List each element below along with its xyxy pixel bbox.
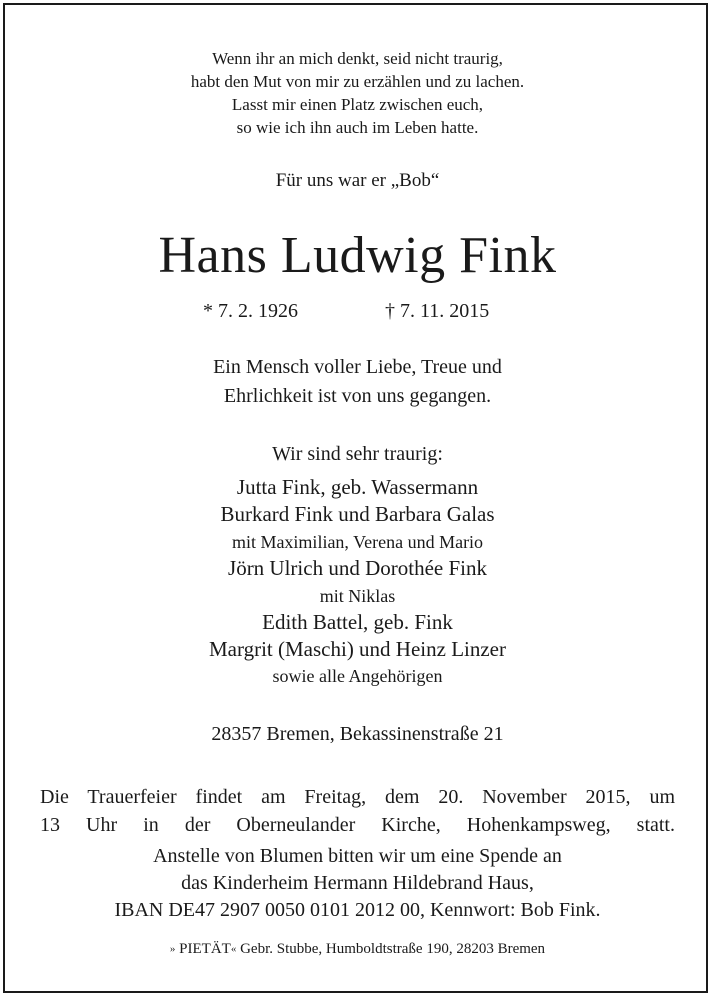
death-date: † 7. 11. 2015: [385, 300, 490, 322]
mourner-line: mit Maximilian, Verena und Mario: [231, 532, 484, 552]
service-line: Die Trauerfeier findet am Freitag, dem 20. November 2015, um: [40, 786, 675, 808]
funeral-home-address: Gebr. Stubbe, Humboldtstraße 190, 28203 Bremen: [240, 941, 546, 957]
mourner-line: Jutta Fink, geb. Wassermann: [236, 475, 479, 499]
tribute-line: Ehrlichkeit ist von uns gegangen.: [223, 385, 492, 407]
mourner-line: Edith Battel, geb. Fink: [262, 610, 453, 634]
poem-line: Wenn ihr an mich denkt, seid nicht traurig,: [212, 49, 503, 68]
birth-date: * 7. 2. 1926: [203, 300, 298, 322]
donation-line: Anstelle von Blumen bitten wir um eine Spende an: [153, 845, 562, 867]
family-address: 28357 Bremen, Bekassinenstraße 21: [211, 723, 504, 745]
service-line: 13 Uhr in der Oberneulander Kirche, Hohenkampsweg, statt.: [40, 814, 675, 836]
mourner-line: sowie alle Angehörigen: [272, 666, 443, 686]
donation-line: IBAN DE47 2907 0050 0101 2012 00, Kennwort: Bob Fink.: [114, 899, 601, 921]
poem-line: so wie ich ihn auch im Leben hatte.: [236, 118, 479, 137]
poem-line: habt den Mut von mir zu erzählen und zu lachen.: [190, 72, 525, 91]
mourner-line: Burkard Fink und Barbara Galas: [220, 502, 495, 526]
deceased-name: Hans Ludwig Fink: [158, 227, 557, 284]
mourner-line: mit Niklas: [319, 586, 396, 606]
funeral-home-footer: [0, 941, 715, 958]
tribute-line: Ein Mensch voller Liebe, Treue und: [213, 356, 502, 378]
donation-line: das Kinderheim Hermann Hildebrand Haus,: [181, 872, 534, 894]
mourner-line: Jörn Ulrich und Dorothée Fink: [228, 556, 487, 580]
mourners-intro: Wir sind sehr traurig:: [272, 443, 443, 465]
footer-open-mark: »: [169, 943, 176, 955]
nickname-line: Für uns war er „Bob“: [275, 170, 440, 191]
funeral-home-brand: PIETÄT: [179, 941, 231, 957]
footer-close-mark: «: [230, 943, 237, 955]
mourner-line: Margrit (Maschi) und Heinz Linzer: [208, 637, 506, 661]
poem-line: Lasst mir einen Platz zwischen euch,: [231, 95, 484, 114]
